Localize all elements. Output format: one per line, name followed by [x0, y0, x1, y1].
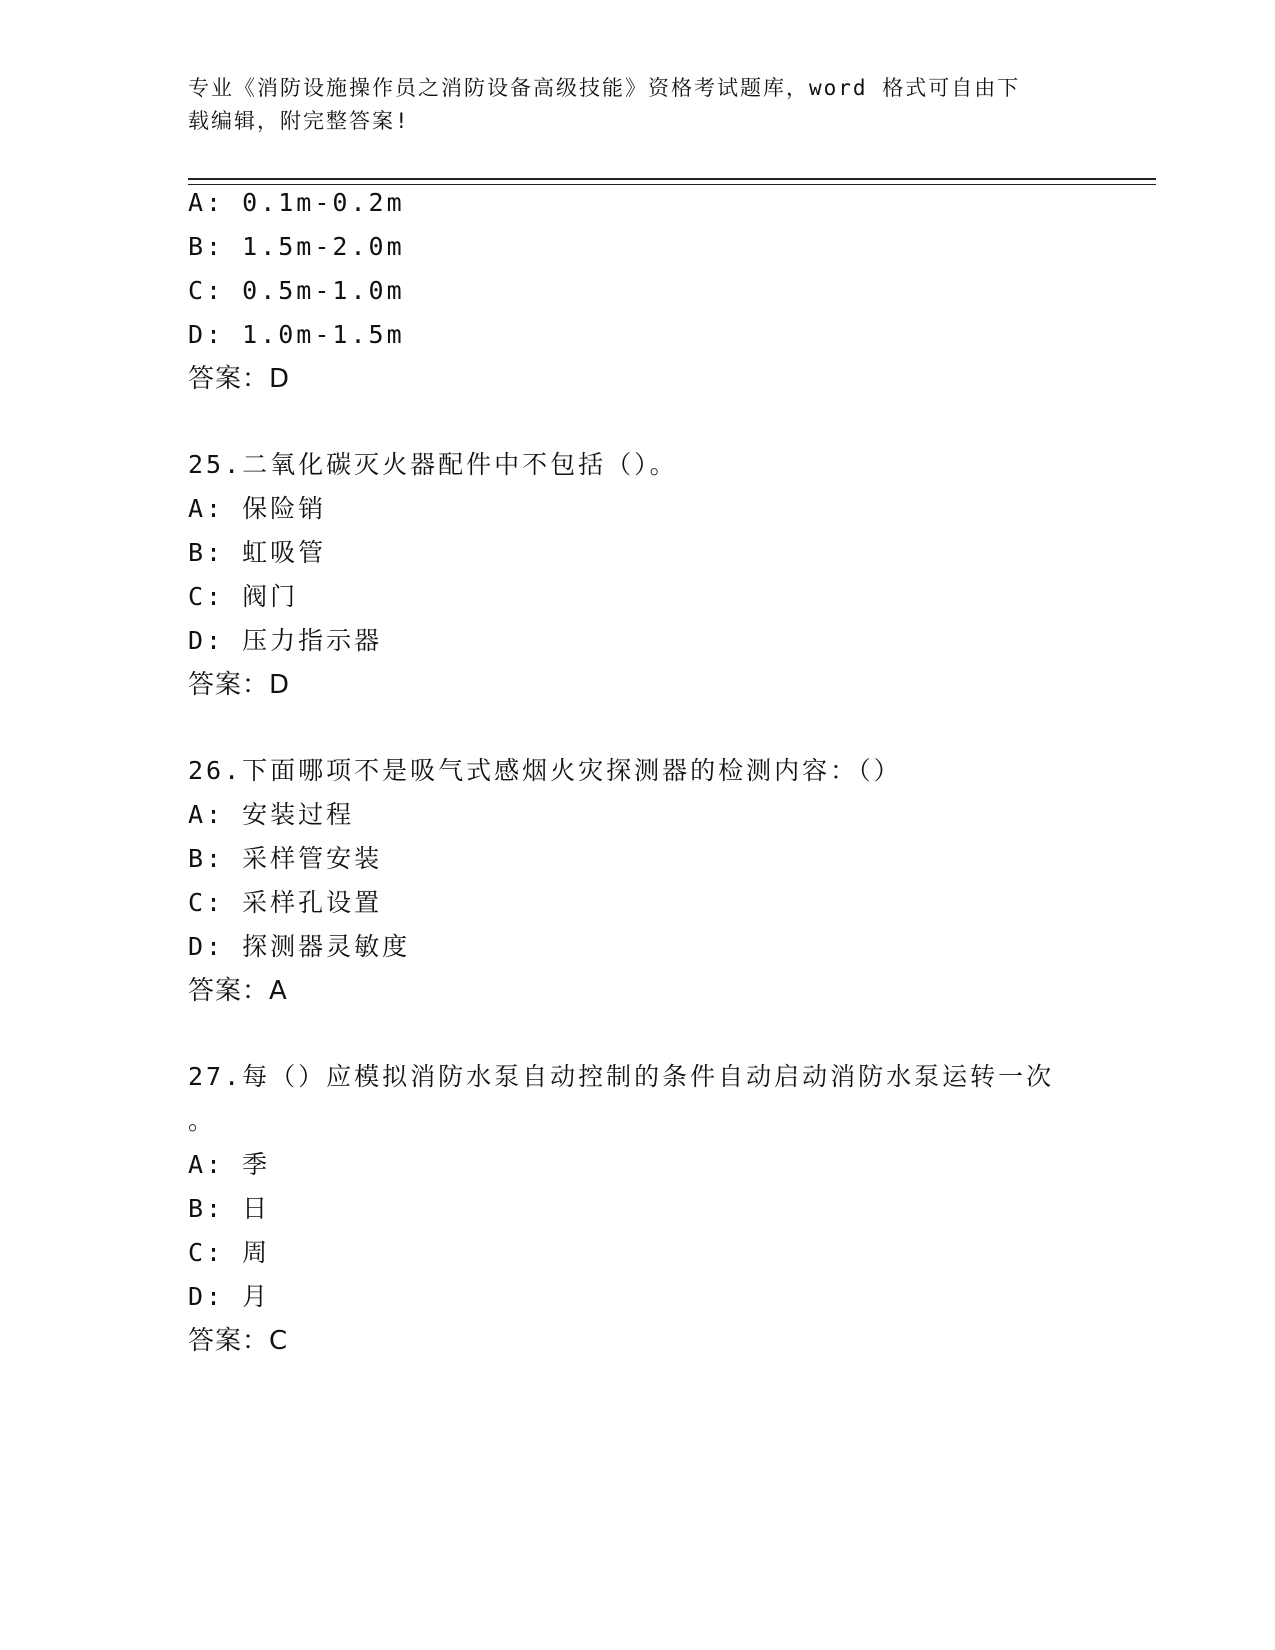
q27-option-c: C: 周	[188, 1238, 271, 1267]
q25-answer: 答案：D	[188, 670, 291, 700]
document-header	[188, 72, 1088, 138]
q24-option-d: D: 1.0m-1.5m	[188, 320, 405, 349]
q24-option-a: A: 0.1m-0.2m	[188, 188, 405, 217]
q24-option-c: C: 0.5m-1.0m	[188, 276, 405, 305]
q26-answer: 答案：A	[188, 976, 288, 1006]
q24-answer: 答案：D	[188, 364, 291, 394]
header-divider-thick	[188, 178, 1156, 180]
q25-question: 25.二氧化碳灭火器配件中不包括（）。	[188, 450, 678, 479]
q27-option-a: A: 季	[188, 1150, 271, 1179]
q26-option-c: C: 采样孔设置	[188, 888, 383, 917]
header-divider-thin	[188, 184, 1156, 185]
q26-option-b: B: 采样管安装	[188, 844, 383, 873]
q27-answer: 答案：C	[188, 1326, 289, 1356]
q25-option-b: B: 虹吸管	[188, 538, 327, 567]
q27-question-line-2: 。	[188, 1106, 217, 1135]
header-line-2: 载编辑，附完整答案!	[188, 109, 410, 133]
q27-option-d: D: 月	[188, 1282, 271, 1311]
q24-option-b: B: 1.5m-2.0m	[188, 232, 405, 261]
q27-question-line-1: 27.每（）应模拟消防水泵自动控制的条件自动启动消防水泵运转一次	[188, 1062, 1055, 1091]
header-line-1: 专业《消防设施操作员之消防设备高级技能》资格考试题库，word 格式可自由下	[188, 76, 1021, 100]
q26-question: 26.下面哪项不是吸气式感烟火灾探测器的检测内容：（）	[188, 756, 902, 785]
q27-option-b: B: 日	[188, 1194, 271, 1223]
q26-option-d: D: 探测器灵敏度	[188, 932, 411, 961]
q26-option-a: A: 安装过程	[188, 800, 355, 829]
q25-option-c: C: 阀门	[188, 582, 299, 611]
q25-option-a: A: 保险销	[188, 494, 327, 523]
q25-option-d: D: 压力指示器	[188, 626, 383, 655]
